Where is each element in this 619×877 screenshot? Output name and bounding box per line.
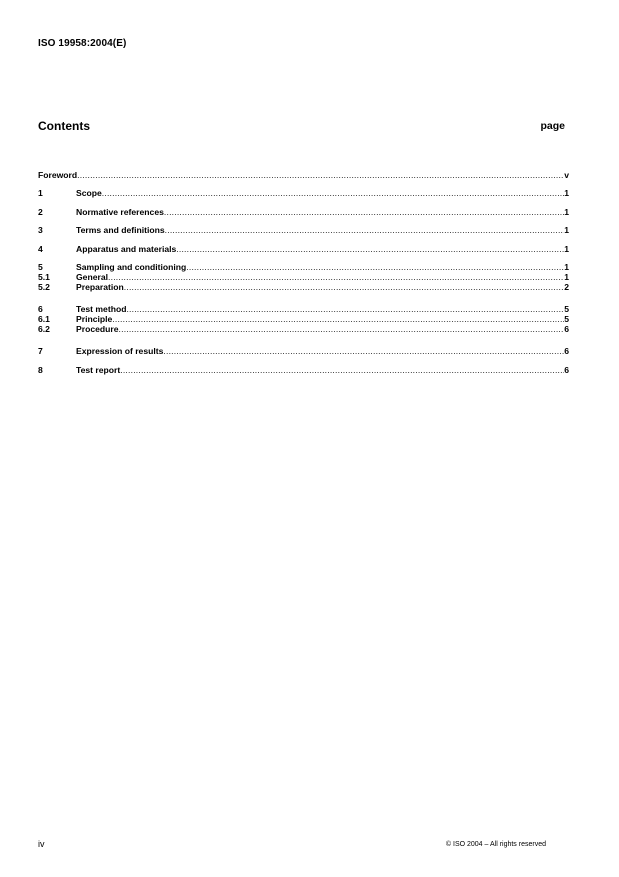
toc-entry-title: Principle bbox=[76, 314, 113, 324]
toc-dot-leader bbox=[102, 188, 564, 198]
toc-entry-page: 1 bbox=[564, 188, 569, 198]
toc-entry-title: Procedure bbox=[76, 324, 119, 334]
toc-dot-leader bbox=[108, 272, 564, 282]
toc-entry-number: 7 bbox=[38, 346, 43, 356]
toc-entry-procedure[interactable] bbox=[38, 324, 569, 334]
toc-entry-number: 3 bbox=[38, 225, 43, 235]
toc-entry-number: 5.2 bbox=[38, 282, 50, 292]
document-header: ISO 19958:2004(E) bbox=[38, 38, 127, 49]
toc-entry-number: 8 bbox=[38, 365, 43, 375]
toc-entry-title: Normative references bbox=[76, 207, 164, 217]
copyright-notice: © ISO 2004 – All rights reserved bbox=[445, 841, 546, 848]
toc-entry-title: Apparatus and materials bbox=[76, 244, 177, 254]
toc-entry-number: 6 bbox=[38, 304, 43, 314]
toc-entry-number: 1 bbox=[38, 188, 43, 198]
toc-entry-page: 6 bbox=[564, 365, 569, 375]
toc-entry-page: 1 bbox=[564, 207, 569, 217]
toc-entry-title: Scope bbox=[76, 188, 102, 198]
toc-entry-principle[interactable] bbox=[38, 314, 569, 324]
toc-dot-leader bbox=[163, 346, 564, 356]
toc-entry-normative-references[interactable] bbox=[38, 207, 569, 217]
toc-entry-number: 4 bbox=[38, 244, 43, 254]
toc-dot-leader bbox=[112, 314, 564, 324]
toc-entry-page: 5 bbox=[564, 304, 569, 314]
toc-entry-page: v bbox=[564, 170, 569, 180]
toc-dot-leader bbox=[126, 304, 564, 314]
toc-entry-number: 6.1 bbox=[38, 314, 50, 324]
toc-entry-foreword[interactable] bbox=[38, 170, 569, 180]
toc-entry-title: Test method bbox=[76, 304, 127, 314]
toc-entry-page: 6 bbox=[564, 346, 569, 356]
toc-entry-title: General bbox=[76, 272, 109, 282]
toc-entry-title: Preparation bbox=[76, 282, 124, 292]
toc-dot-leader bbox=[124, 282, 564, 292]
toc-entry-page: 1 bbox=[564, 244, 569, 254]
toc-entry-number: 5.1 bbox=[38, 272, 50, 282]
toc-dot-leader bbox=[77, 170, 564, 180]
toc-entry-title: Sampling and conditioning bbox=[76, 262, 187, 272]
toc-entry-preparation[interactable] bbox=[38, 282, 569, 292]
toc-entry-scope[interactable] bbox=[38, 188, 569, 198]
toc-entry-expression-of-results[interactable] bbox=[38, 346, 569, 356]
toc-dot-leader bbox=[120, 365, 564, 375]
toc-dot-leader bbox=[186, 262, 564, 272]
toc-dot-leader bbox=[176, 244, 564, 254]
toc-entry-page: 1 bbox=[564, 272, 569, 282]
toc-entry-page: 1 bbox=[564, 225, 569, 235]
toc-dot-leader bbox=[165, 225, 565, 235]
toc-entry-number: 6.2 bbox=[38, 324, 50, 334]
toc-dot-leader bbox=[164, 207, 564, 217]
toc-entry-title: Foreword bbox=[38, 170, 78, 180]
toc-entry-sampling-and-conditioning[interactable] bbox=[38, 262, 569, 272]
toc-entry-page: 6 bbox=[564, 324, 569, 334]
page-number: iv bbox=[38, 839, 45, 849]
toc-entry-page: 2 bbox=[564, 282, 569, 292]
toc-entry-number: 5 bbox=[38, 262, 43, 272]
toc-entry-page: 5 bbox=[564, 314, 569, 324]
toc-entry-page: 1 bbox=[564, 262, 569, 272]
toc-entry-general[interactable] bbox=[38, 272, 569, 282]
toc-entry-test-method[interactable] bbox=[38, 304, 569, 314]
toc-entry-test-report[interactable] bbox=[38, 365, 569, 375]
toc-entry-terms-and-definitions[interactable] bbox=[38, 225, 569, 235]
page-column-label: page bbox=[540, 120, 565, 132]
toc-entry-title: Expression of results bbox=[76, 346, 164, 356]
contents-title: Contents bbox=[38, 119, 90, 133]
toc-entry-title: Test report bbox=[76, 365, 121, 375]
toc-dot-leader bbox=[119, 324, 565, 334]
toc-entry-number: 2 bbox=[38, 207, 43, 217]
toc-entry-apparatus-and-materials[interactable] bbox=[38, 244, 569, 254]
toc-entry-title: Terms and definitions bbox=[76, 225, 165, 235]
